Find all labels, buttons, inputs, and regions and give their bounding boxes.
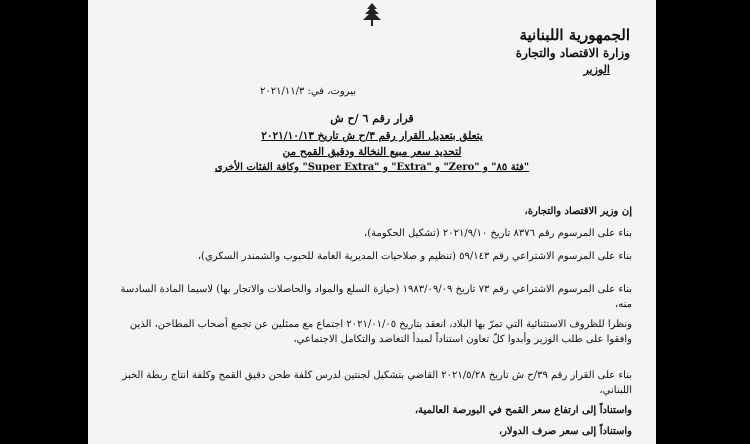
decision-subject-line-3: "فئة ٨٥" و "Zero" و "Extra" و "Super Extra" وكافة الفئات الأخرى <box>214 162 530 173</box>
preamble-paragraph: واستناداً إلى سعر صرف الدولار، <box>498 426 632 437</box>
preamble-paragraph: بناء على المرسوم رقم ٨٣٧٦ تاريخ ٢٠٢١/٩/١٠ (تشكيل الحكومة)، <box>363 228 632 239</box>
minister-preamble: إن وزير الاقتصاد والتجارة، <box>524 206 632 217</box>
preamble-paragraph: ونظرا للظروف الاستثنائية التي تمرّ بها البلاد، انعقد بتاريخ ٢٠٢١/٠١/٠٥ اجتماع مع ممثلين عن تجمع أصحاب المطاحن، الذين وافقوا على طلب الوزير وأبدوا كلّ تعاون استناداً لمبدأ التعاضد والتكامل الاجتماعي، <box>129 319 632 345</box>
preamble-paragraph: بناء على القرار رقم ٣٩/ح ش تاريخ ٢٠٢١/٥/٢٨ القاضي بتشكيل لجنتين لدرس كلفة طحن دقيق القمح وكلفة انتاج ربطة الخبز اللبناني، <box>122 370 632 396</box>
ministry-heading: وزارة الاقتصاد والتجارة <box>515 46 630 60</box>
republic-heading: الجمهورية اللبنانية <box>519 26 630 44</box>
decision-number: قرار رقم ٦ /ح ش <box>330 112 414 125</box>
cedar-tree-icon <box>362 2 382 28</box>
preamble-paragraph: واستناداً إلى ارتفاع سعر القمح في البورصة العالمية، <box>414 405 632 416</box>
date-line: بيروت، في: ٢٠٢١/١١/٣ <box>260 86 356 97</box>
minister-office-heading: الوزير <box>583 63 610 76</box>
decision-subject-line-2: لتحديد سعر مبيع النخالة ودقيق القمح من <box>282 146 462 158</box>
preamble-paragraph: بناء على المرسوم الاشتراعي رقم ٥٩/١٤٣ (تنظيم و صلاحيات المديرية العامة للحبوب والشمندر السكري)، <box>197 251 632 262</box>
document-page <box>88 0 656 444</box>
decision-subject-line-1: يتعلق بتعديل القرار رقم ٣/ح ش تاريخ ٢٠٢١/١٠/١٣ <box>261 130 483 142</box>
preamble-paragraph: بناء على المرسوم الاشتراعي رقم ٧٣ تاريخ ١٩٨٣/٠٩/٠٩ (حيازة السلع والمواد والحاصلات والاتجار بها) لاسيما المادة السادسة منه، <box>120 284 632 310</box>
